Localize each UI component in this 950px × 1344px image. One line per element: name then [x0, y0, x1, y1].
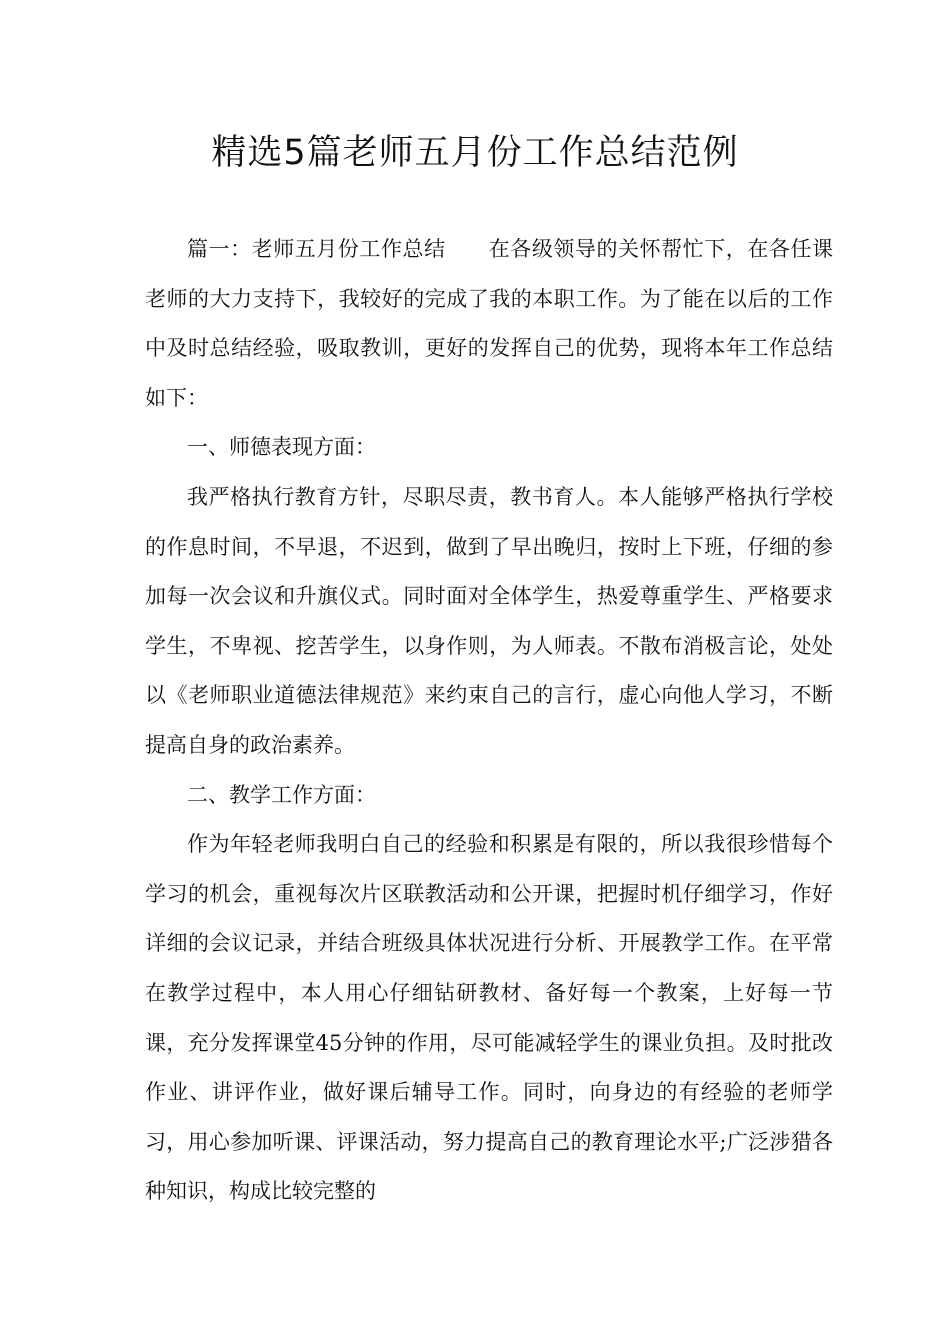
- document-body: [145, 225, 833, 1217]
- section-heading-teaching: 二、教学工作方面：: [187, 782, 376, 807]
- paragraph-ethics: 我严格执行教育方针，尽职尽责，教书育人。本人能够严格执行学校的作息时间，不早退，不迟到，做到了早出晚归，按时上下班，仔细的参加每一次会议和升旗仪式。同时面对全体学生，热爱尊重学生、严格要求学生，不卑视、挖苦学生，以身作则，为人师表。不散布消极言论，处处以《老师职业道德法律规范》来约束自己的言行，虚心向他人学习，不断提高自身的政治素养。: [145, 484, 833, 757]
- section-heading-ethics: 一、师德表现方面：: [187, 435, 376, 460]
- paragraph-intro: 篇一：老师五月份工作总结 在各级领导的关怀帮忙下，在各任课老师的大力支持下，我较好的完成了我的本职工作。为了能在以后的工作中及时总结经验，吸取教训，更好的发挥自己的优势，现将本年工作总结如下：: [145, 237, 833, 410]
- document-title: 精选5篇老师五月份工作总结范例: [211, 133, 739, 173]
- paragraph-teaching: 作为年轻老师我明白自己的经验和积累是有限的，所以我很珍惜每个学习的机会，重视每次片区联教活动和公开课，把握时机仔细学习，作好详细的会议记录，并结合班级具体状况进行分析、开展教学工作。在平常在教学过程中，本人用心仔细钻研教材、备好每一个教案，上好每一节课，充分发挥课堂45分钟的作用，尽可能减轻学生的课业负担。及时批改作业、讲评作业，做好课后辅导工作。同时，向身边的有经验的老师学习，用心参加听课、评课活动，努力提高自己的教育理论水平;广泛涉猎各种知识，构成比较完整的: [145, 832, 833, 1204]
